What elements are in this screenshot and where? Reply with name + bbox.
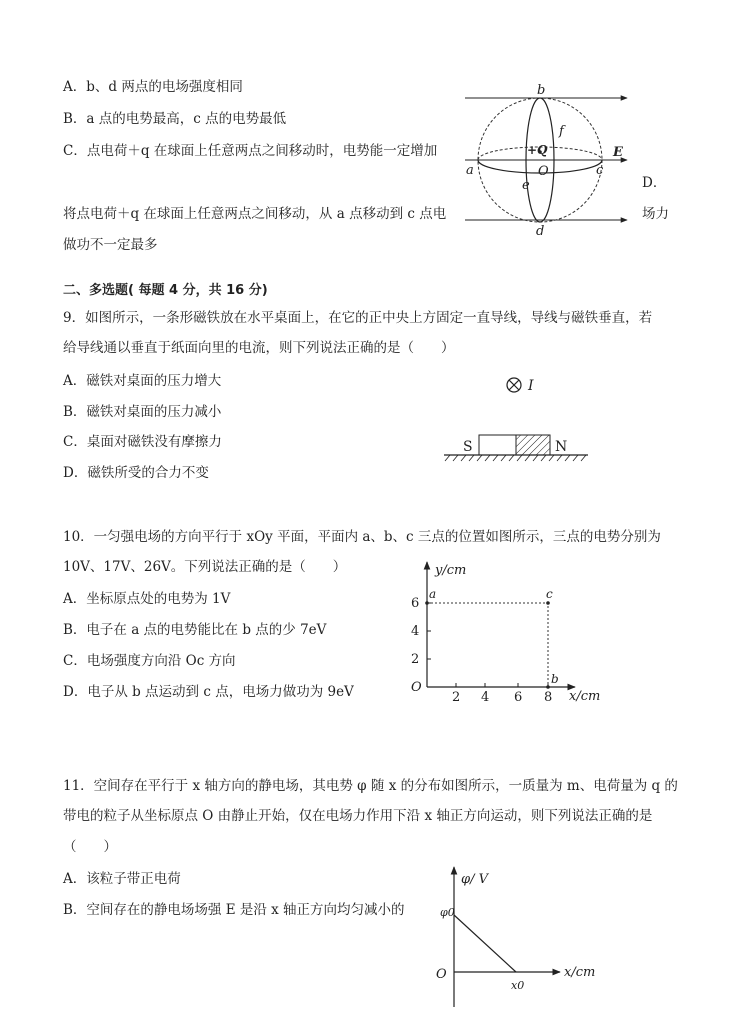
q10-coordinate-figure <box>405 560 605 710</box>
point-c <box>546 601 550 605</box>
phi-axis-label: φ/ V <box>461 872 489 887</box>
q8-option-d-line2: 做功不一定最多 <box>63 237 158 253</box>
label-c: c <box>596 163 604 178</box>
q9-stem-line1: 9．如图所示，一条形磁铁放在水平桌面上，在它的正中央上方固定一直导线，导线与磁铁垂直，若 <box>63 310 653 326</box>
label-b: b <box>551 672 559 686</box>
x-tick-8: 8 <box>544 690 553 705</box>
q8-option-b: B．a 点的电势最高，c 点的电势最低 <box>63 111 287 127</box>
q11-option-a: A．该粒子带正电荷 <box>63 871 181 887</box>
q9-option-c: C．桌面对磁铁没有摩擦力 <box>63 434 222 450</box>
point-b <box>546 685 550 689</box>
q9-magnet-figure <box>440 374 592 464</box>
label-o: O <box>538 164 549 179</box>
q9-option-b: B．磁铁对桌面的压力减小 <box>63 404 222 420</box>
x0-label: x0 <box>511 979 525 992</box>
y-tick-6: 6 <box>411 596 420 611</box>
origin-label: O <box>436 967 447 982</box>
x-tick-2: 2 <box>452 690 461 705</box>
y-tick-2: 2 <box>411 652 420 667</box>
phi0-label: φ0 <box>440 906 455 919</box>
label-e-field: E <box>613 145 623 160</box>
x-tick-4: 4 <box>481 690 490 705</box>
q9-option-a: A．磁铁对桌面的压力增大 <box>63 373 222 389</box>
q8-option-a: A．b、d 两点的电场强度相同 <box>63 79 243 95</box>
label-f: f <box>559 124 564 139</box>
q8-option-c: C．点电荷＋q 在球面上任意两点之间移动时，电势能一定增加 <box>63 143 438 159</box>
label-a: a <box>429 587 437 601</box>
label-e: e <box>522 178 530 193</box>
y-axis-label: y/cm <box>435 563 467 578</box>
magnet-s-half <box>479 435 516 455</box>
label-a: a <box>466 163 474 178</box>
label-b: b <box>537 83 546 98</box>
label-c: c <box>546 587 553 601</box>
q11-stem-line3: （ ） <box>63 839 117 855</box>
q11-stem-line1: 11．空间存在平行于 x 轴方向的静电场，其电势 φ 随 x 的分布如图所示，一质量为 m、电荷量为 q 的 <box>63 778 678 794</box>
label-d: d <box>536 224 545 239</box>
q10-stem-line1: 10．一匀强电场的方向平行于 xOy 平面，平面内 a、b、c 三点的位置如图所示，三点的电势分别为 <box>63 529 661 545</box>
magnet-s-label: S <box>463 439 473 455</box>
q10-option-d: D．电子从 b 点运动到 c 点，电场力做功为 9eV <box>63 684 354 700</box>
q11-stem-line2: 带电的粒子从坐标原点 O 由静止开始，仅在电场力作用下沿 x 轴正方向运动，则下列说法正确的是 <box>63 808 653 824</box>
section-heading: 二、多选题( 每题 4 分，共 16 分) <box>63 283 268 298</box>
current-label: I <box>528 378 534 394</box>
q8-option-d-line1: 将点电荷＋q 在球面上任意两点之间移动，从 a 点移动到 c 点电 <box>63 206 447 222</box>
phi-line <box>454 915 516 972</box>
q8-option-d-tail: 场力 <box>642 206 669 222</box>
magnet-n-label: N <box>555 439 568 455</box>
q10-option-b: B．电子在 a 点的电势能比在 b 点的少 7eV <box>63 622 327 638</box>
current-into-page-icon <box>507 378 521 392</box>
origin-label: O <box>411 680 422 695</box>
table-hatching <box>445 455 586 461</box>
q9-option-d: D．磁铁所受的合力不变 <box>63 465 209 481</box>
x-axis-label: x/cm <box>569 689 601 704</box>
y-tick-4: 4 <box>411 624 420 639</box>
q11-option-b: B．空间存在的静电场场强 E 是沿 x 轴正方向均匀减小的 <box>63 902 405 918</box>
label-plus-q: +Q <box>527 143 548 157</box>
q9-stem-line2: 给导线通以垂直于纸面向里的电流，则下列说法正确的是（ ） <box>63 340 455 356</box>
q8-sphere-figure <box>460 78 635 240</box>
q11-potential-figure <box>430 865 610 1015</box>
q10-option-c: C．电场强度方向沿 Oc 方向 <box>63 653 236 669</box>
q10-option-a: A．坐标原点处的电势为 1V <box>63 591 231 607</box>
point-a <box>425 601 429 605</box>
q8-option-d-label: D． <box>642 175 667 191</box>
magnet-n-half <box>516 435 550 455</box>
q10-stem-line2: 10V、17V、26V。下列说法正确的是（ ） <box>63 559 347 575</box>
x-axis-label: x/cm <box>564 965 596 980</box>
x-tick-6: 6 <box>514 690 523 705</box>
dashed-guides <box>427 603 548 687</box>
